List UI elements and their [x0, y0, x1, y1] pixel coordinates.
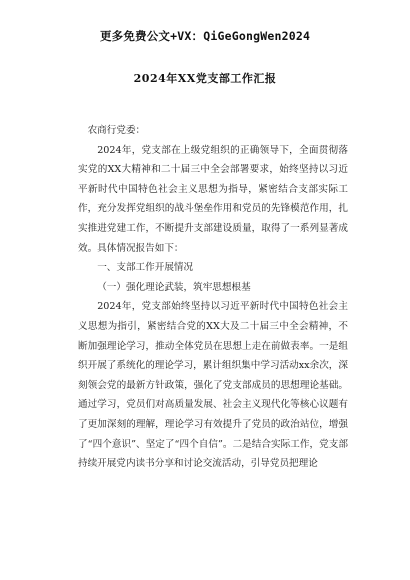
section-heading-1: 一、支部工作开展情况 — [97, 262, 194, 274]
document-title: 2024年XX党支部工作汇报 — [133, 72, 277, 85]
intro-paragraph: 2024年，党支部在上级党组织的正确领导下，全面贯彻落实党的XX大精神和二十届三中全会部署要求，始终坚持以习近平新时代中国特色社会主义思想为指导，紧密结合支部实际工作，充分发挥党组织的战斗堡垒作用和党员的先锋模范作用，扎实推进党建工作，不断提升支部建设质量，取得了一系列显著成效。具体情况报告如下： — [78, 144, 348, 254]
document-body — [78, 121, 348, 474]
salutation: 农商行党委： — [87, 125, 146, 136]
body-paragraph-1: 2024年，党支部始终坚持以习近平新时代中国特色社会主义思想为指引，紧密结合党的XX大及二十届三中全会精神，不断加强理论学习，推动全体党员在思想上走在前做表率。一是组织开展了系统化的理论学习，累计组织集中学习活动xx余次，深刻领会党的最新方针政策，强化了党支部成员的思想理论基础。通过学习，党员们对高质量发展、社会主义现代化等核心议题有了更加深刻的理解，理论学习有效提升了党员的政治站位，增强了“四个意识”、坚定了“四个自信”。二是结合实际工作，党支部持续开展党内读书分享和讨论交流活动，引导党员把理论 — [78, 301, 348, 470]
watermark-banner: 更多免费公文+VX：QiGeGongWen2024 — [99, 29, 311, 43]
subsection-heading-1: （一）强化理论武装，筑牢思想根基 — [97, 281, 251, 293]
